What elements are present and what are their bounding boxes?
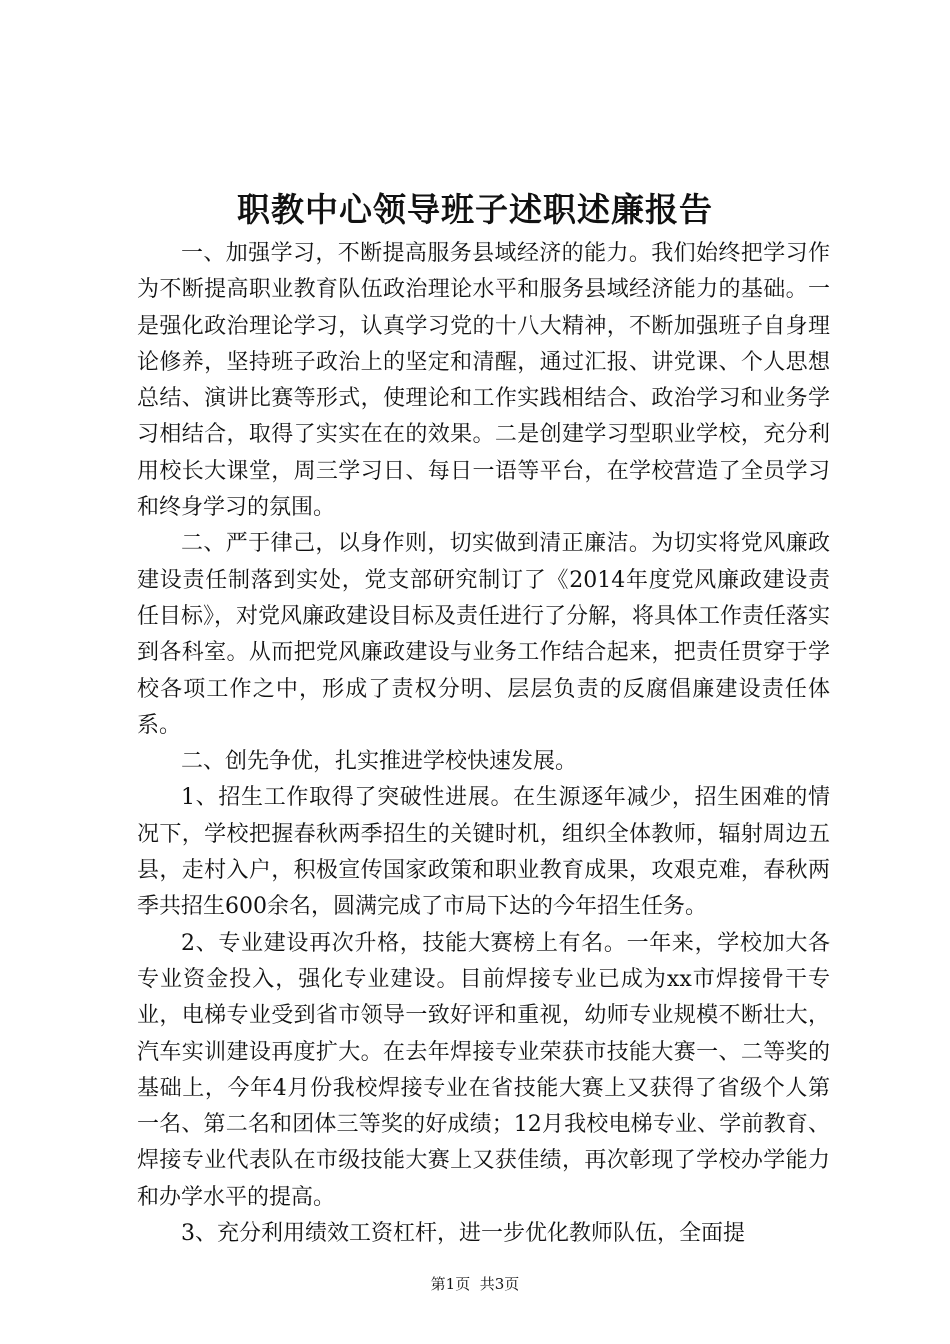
page-total: 共3页 xyxy=(479,1275,520,1293)
page-number: 第1页 xyxy=(430,1275,471,1293)
paragraph-specialty: 2、专业建设再次升格，技能大赛榜上有名。一年来，学校加大各专业资金投入，强化专业建设。目前焊接专业已成为xx市焊接骨干专业，电梯专业受到省市领导一致好评和重视，幼师专业规模不断壮大，汽车实训建设再度扩大。在去年焊接专业荣获市技能大赛一、二等奖的基础上，今年4月份我校焊接专业在省技能大赛上又获得了省级个人第一名、第二名和团体三等奖的好成绩；12月我校电梯专业、学前教育、焊接专业代表队在市级技能大赛上又获佳绩，再次彰现了学校办学能力和办学水平的提高。 xyxy=(137,930,830,1210)
paragraph-enrollment: 1、招生工作取得了突破性进展。在生源逐年减少，招生困难的情况下，学校把握春秋两季招生的关键时机，组织全体教师，辐射周边五县，走村入户，积极宣传国家政策和职业教育成果，攻艰克难，春秋两季共招生600余名，圆满完成了市局下达的今年招生任务。 xyxy=(137,785,830,920)
document-title: 职教中心领导班子述职述廉报告 xyxy=(237,190,713,229)
paragraph-performance-pay: 3、充分利用绩效工资杠杆，进一步优化教师队伍，全面提 xyxy=(181,1221,745,1247)
paragraph-development-heading: 二、创先争优，扎实推进学校快速发展。 xyxy=(181,749,578,775)
document-body xyxy=(137,236,830,1252)
paragraph-study: 一、加强学习，不断提高服务县域经济的能力。我们始终把学习作为不断提高职业教育队伍政治理论水平和服务县域经济能力的基础。一是强化政治理论学习，认真学习党的十八大精神，不断加强班子自身理论修养，坚持班子政治上的坚定和清醒，通过汇报、讲党课、个人思想总结、演讲比赛等形式，使理论和工作实践相结合、政治学习和业务学习相结合，取得了实实在在的效果。二是创建学习型职业学校，充分利用校长大课堂，周三学习日、每日一语等平台，在学校营造了全员学习和终身学习的氛围。 xyxy=(137,241,830,521)
paragraph-integrity: 二、严于律己，以身作则，切实做到清正廉洁。为切实将党风廉政建设责任制落到实处，党支部研究制订了《2014年度党风廉政建设责任目标》，对党风廉政建设目标及责任进行了分解，将具体工作责任落实到各科室。从而把党风廉政建设与业务工作结合起来，把责任贯穿于学校各项工作之中，形成了责权分明、层层负责的反腐倡廉建设责任体系。 xyxy=(137,531,831,738)
page-footer xyxy=(0,1274,950,1294)
footer-separator xyxy=(470,1275,480,1293)
